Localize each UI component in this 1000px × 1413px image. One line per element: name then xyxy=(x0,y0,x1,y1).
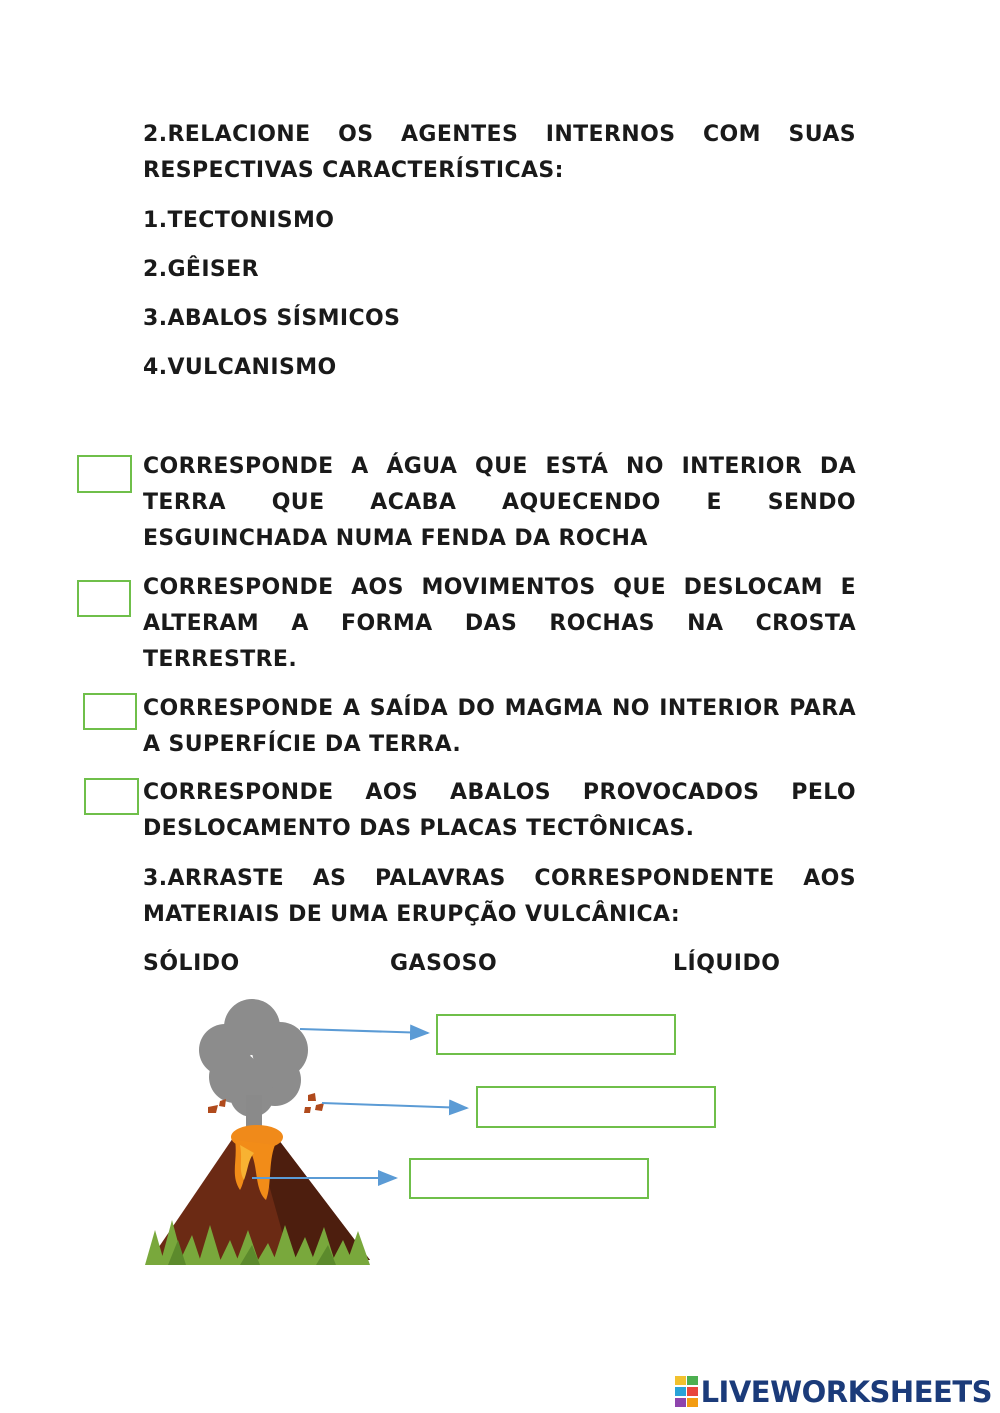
word-liquido[interactable]: LÍQUIDO xyxy=(673,951,781,976)
statement-4: CORRESPONDE AOS ABALOS PROVOCADOS PELO DESLOCAMENTO DAS PLACAS TECTÔNICAS. xyxy=(143,780,856,841)
word-solido[interactable]: SÓLIDO xyxy=(143,951,240,976)
drop-box-smoke[interactable] xyxy=(436,1014,676,1055)
arrow-rocks xyxy=(322,1103,467,1108)
liveworksheets-logo-icon xyxy=(675,1376,699,1408)
statement-3: CORRESPONDE A SAÍDA DO MAGMA NO INTERIOR PARA A SUPERFÍCIE DA TERRA. xyxy=(143,696,856,757)
drop-box-rocks[interactable] xyxy=(476,1086,716,1128)
word-gasoso[interactable]: GASOSO xyxy=(390,951,498,976)
arrow-smoke xyxy=(300,1029,428,1033)
option-vulcanismo: 4.VULCANISMO xyxy=(143,355,337,380)
drop-box-lava[interactable] xyxy=(409,1158,649,1199)
option-tectonismo: 1.TECTONISMO xyxy=(143,208,335,233)
option-geiser: 2.GÊISER xyxy=(143,257,259,282)
statement-2: CORRESPONDE AOS MOVIMENTOS QUE DESLOCAM E ALTERAM A FORMA DAS ROCHAS NA CROSTA TERRESTRE. xyxy=(143,575,856,672)
liveworksheets-text: LIVEWORKSHEETS xyxy=(700,1375,992,1409)
option-abalos-sismicos: 3.ABALOS SÍSMICOS xyxy=(143,306,401,331)
question-2-title: 2.RELACIONE OS AGENTES INTERNOS COM SUAS RESPECTIVAS CARACTERÍSTICAS: xyxy=(143,122,856,183)
statement-1: CORRESPONDE A ÁGUA QUE ESTÁ NO INTERIOR DA TERRA QUE ACABA AQUECENDO E SENDO ESGUINCHADA NUMA FENDA DA ROCHA xyxy=(143,454,856,551)
question-3-title: 3.ARRASTE AS PALAVRAS CORRESPONDENTE AOS MATERIAIS DE UMA ERUPÇÃO VULCÂNICA: xyxy=(143,866,856,927)
liveworksheets-brand xyxy=(675,1372,992,1412)
